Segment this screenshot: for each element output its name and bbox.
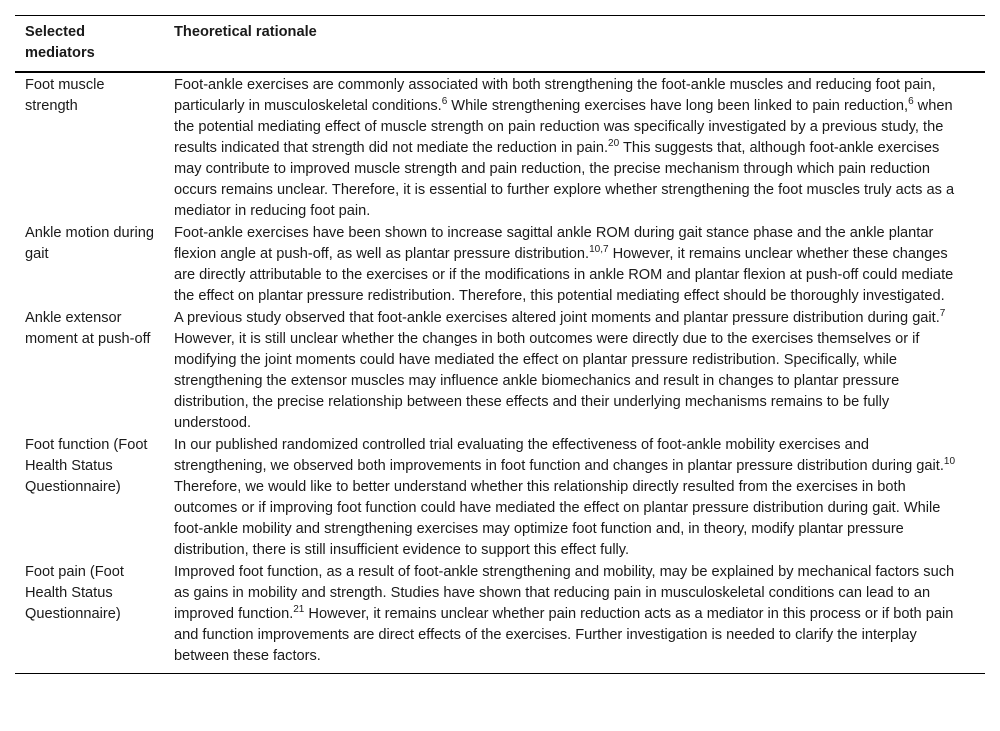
mediators-table-container	[15, 15, 985, 674]
mediator-cell: Foot muscle strength	[25, 77, 105, 114]
rationale-cell: In our published randomized controlled trial evaluating the effectiveness of foot-ankle mobility exercises and strengthening, we observed both improvements in foot function and changes in plantar pressure distribution during gait.$^{10}$ Therefore, we would like to better understand whether this relationship directly resulted from the exercises in both outcomes or if improving foot function could have mediated the effect on plantar pressure distribution during gait. While foot-ankle mobility and strengthening exercises may optimize foot function and, in theory, modify plantar pressure distribution, there is still insufficient evidence to support this effect fully.	[174, 437, 956, 558]
mediators-table	[15, 15, 985, 674]
table-row	[15, 307, 985, 434]
citation-reference: 7	[939, 308, 946, 319]
mediator-cell: Foot function (Foot Health Status Questionnaire)	[25, 437, 148, 495]
citation-reference: 6	[441, 96, 448, 107]
citation-reference: 10,7	[589, 244, 609, 255]
rationale-cell: Improved foot function, as a result of foot-ankle strengthening and mobility, may be explained by mechanical factors such as gains in mobility and strength. Studies have shown that reducing pain in musculoskeletal conditions can lead to an improved function.$^{21}$ However, it remains unclear whether pain reduction acts as a mediator in this process or if both pain and function improvements are direct effects of the exercises. Further investigation is needed to clarify the interplay between these factors.	[174, 564, 955, 664]
citation-reference: 21	[293, 604, 305, 615]
rationale-cell: Foot-ankle exercises have been shown to increase sagittal ankle ROM during gait stance phase and the ankle plantar flexion angle at push-off, as well as plantar pressure distribution.$^{10,7}$ However, it remains unclear whether these changes are directly attributable to the exercises or if the modifications in ankle ROM and plantar flexion at push-off could mediate the effect on plantar pressure redistribution. Therefore, this potential mediating effect should be thoroughly investigated.	[174, 225, 954, 304]
header-theoretical-rationale: Theoretical rationale	[174, 24, 317, 40]
table-body	[15, 72, 985, 674]
table-row	[15, 434, 985, 561]
table-row	[15, 561, 985, 674]
rationale-cell: Foot-ankle exercises are commonly associated with both strengthening the foot-ankle muscles and reducing foot pain, particularly in musculoskeletal conditions.$^6$ While strengthening exercises have long been linked to pain reduction,$^6$ when the potential mediating effect of muscle strength on pain reduction was specifically investigated by a previous study, the results indicated that strength did not mediate the reduction in pain.$^{20}$ This suggests that, although foot-ankle exercises may contribute to improved muscle strength and pain reduction, the precise mechanism through which pain reduction occurs remains unclear. Therefore, it is essential to further explore whether strengthening the foot muscles truly acts as a mediator in reducing foot pain.	[174, 77, 955, 219]
citation-reference: 10	[943, 456, 956, 467]
citation-reference: 6	[908, 96, 914, 107]
mediator-cell: Ankle extensor moment at push-off	[25, 310, 151, 347]
table-header	[15, 16, 985, 73]
mediator-cell: Foot pain (Foot Health Status Questionnaire)	[25, 564, 124, 622]
header-selected-mediators: Selected mediators	[25, 24, 95, 61]
rationale-cell: A previous study observed that foot-ankle exercises altered joint moments and plantar pressure distribution during gait.$^7$ However, it is still unclear whether the changes in both outcomes were directly due to the exercises themselves or if modifying the joint moments could have mediated the effect on plantar pressure redistribution. Specifically, while strengthening the extensor muscles may influence ankle biomechanics and result in changes to plantar pressure distribution, the precise relationship between these effects and their underlying mechanisms remains to be fully understood.	[174, 308, 946, 431]
mediator-cell: Ankle motion during gait	[25, 225, 154, 262]
citation-reference: 20	[608, 138, 620, 149]
header-row	[15, 16, 985, 73]
table-row	[15, 72, 985, 222]
table-row	[15, 222, 985, 307]
